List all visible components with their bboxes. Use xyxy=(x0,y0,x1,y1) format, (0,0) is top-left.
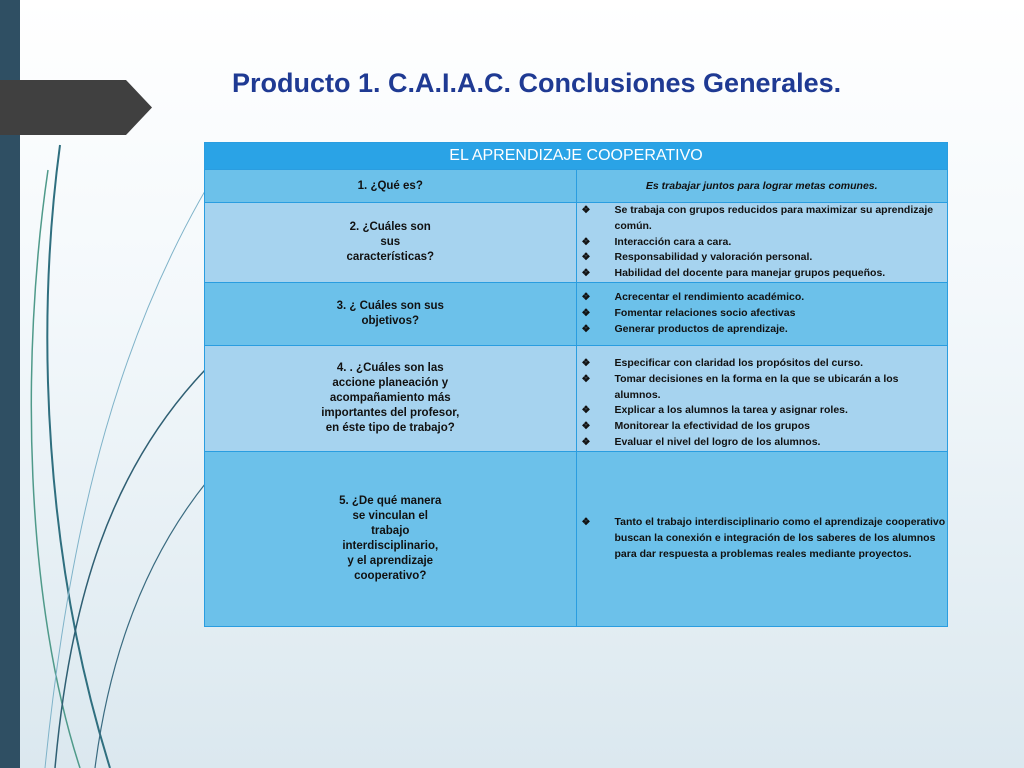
answer-cell xyxy=(576,345,948,451)
question-text: interdisciplinario, xyxy=(342,539,439,552)
table-row xyxy=(205,170,948,203)
question-text: 1. ¿Qué es? xyxy=(357,179,423,192)
question-text: accione planeación y xyxy=(332,376,449,389)
curve-line xyxy=(45,150,230,768)
bullet-list xyxy=(577,290,948,337)
question-text: trabajo xyxy=(371,524,410,537)
list-item: ❖ Especificar con claridad los propósitos del curso. xyxy=(577,356,948,372)
question-text: 2. ¿Cuáles son xyxy=(349,220,431,233)
question-text: acompañamiento más xyxy=(329,391,451,404)
list-item: ❖ Habilidad del docente para manejar grupos pequeños. xyxy=(577,266,948,282)
table-row xyxy=(205,203,948,283)
question-cell xyxy=(205,451,577,626)
arrow-tab-shape xyxy=(0,80,152,135)
list-item: ❖ Explicar a los alumnos la tarea y asignar roles. xyxy=(577,403,948,419)
question-cell xyxy=(205,170,577,203)
answer-cell xyxy=(576,203,948,283)
list-item: ❖ Tomar decisiones en la forma en la que se ubicarán a los alumnos. xyxy=(577,372,948,404)
answer-cell xyxy=(576,282,948,345)
question-text: 4. . ¿Cuáles son las xyxy=(336,361,444,374)
question-text: se vinculan el xyxy=(352,509,428,522)
list-item: ❖ Interacción cara a cara. xyxy=(577,235,948,251)
aprendizaje-cooperativo-table xyxy=(204,142,948,627)
bullet-list xyxy=(577,203,948,282)
list-item: ❖ Responsabilidad y valoración personal. xyxy=(577,250,948,266)
curve-line xyxy=(55,370,205,768)
question-cell xyxy=(205,203,577,283)
bullet-list xyxy=(577,515,948,562)
answer-cell xyxy=(576,451,948,626)
curve-line xyxy=(47,145,110,768)
table-row xyxy=(205,451,948,626)
question-text: en éste tipo de trabajo? xyxy=(325,421,455,434)
question-text: 3. ¿ Cuáles son sus xyxy=(336,299,444,312)
list-item: ❖ Tanto el trabajo interdisciplinario como el aprendizaje cooperativo buscan la conexión e integración de los saberes de los alumnos para dar respuesta a problemas reales mediante proyectos. xyxy=(577,515,948,562)
answer-cell: Es trabajar juntos para lograr metas comunes. xyxy=(576,170,948,203)
question-text: 5. ¿De qué manera xyxy=(339,494,442,507)
bullet-list xyxy=(577,356,948,451)
list-item: ❖ Se trabaja con grupos reducidos para maximizar su aprendizaje común. xyxy=(577,203,948,235)
table-row xyxy=(205,282,948,345)
question-text: sus xyxy=(380,235,401,248)
question-text: cooperativo? xyxy=(354,569,427,582)
question-cell xyxy=(205,345,577,451)
question-cell xyxy=(205,282,577,345)
question-text: y el aprendizaje xyxy=(347,554,434,567)
list-item: ❖ Evaluar el nivel del logro de los alumnos. xyxy=(577,435,948,451)
question-text: importantes del profesor, xyxy=(321,406,460,419)
question-text: características? xyxy=(346,250,435,263)
list-item: ❖ Generar productos de aprendizaje. xyxy=(577,322,948,338)
slide-title: Producto 1. C.A.I.A.C. Conclusiones Generales. xyxy=(232,68,842,98)
table-row xyxy=(205,345,948,451)
question-text: objetivos? xyxy=(361,314,419,327)
table-header: EL APRENDIZAJE COOPERATIVO xyxy=(205,143,948,170)
list-item: ❖ Fomentar relaciones socio afectivas xyxy=(577,306,948,322)
list-item: ❖ Acrecentar el rendimiento académico. xyxy=(577,290,948,306)
list-item: ❖ Monitorear la efectividad de los grupos xyxy=(577,419,948,435)
